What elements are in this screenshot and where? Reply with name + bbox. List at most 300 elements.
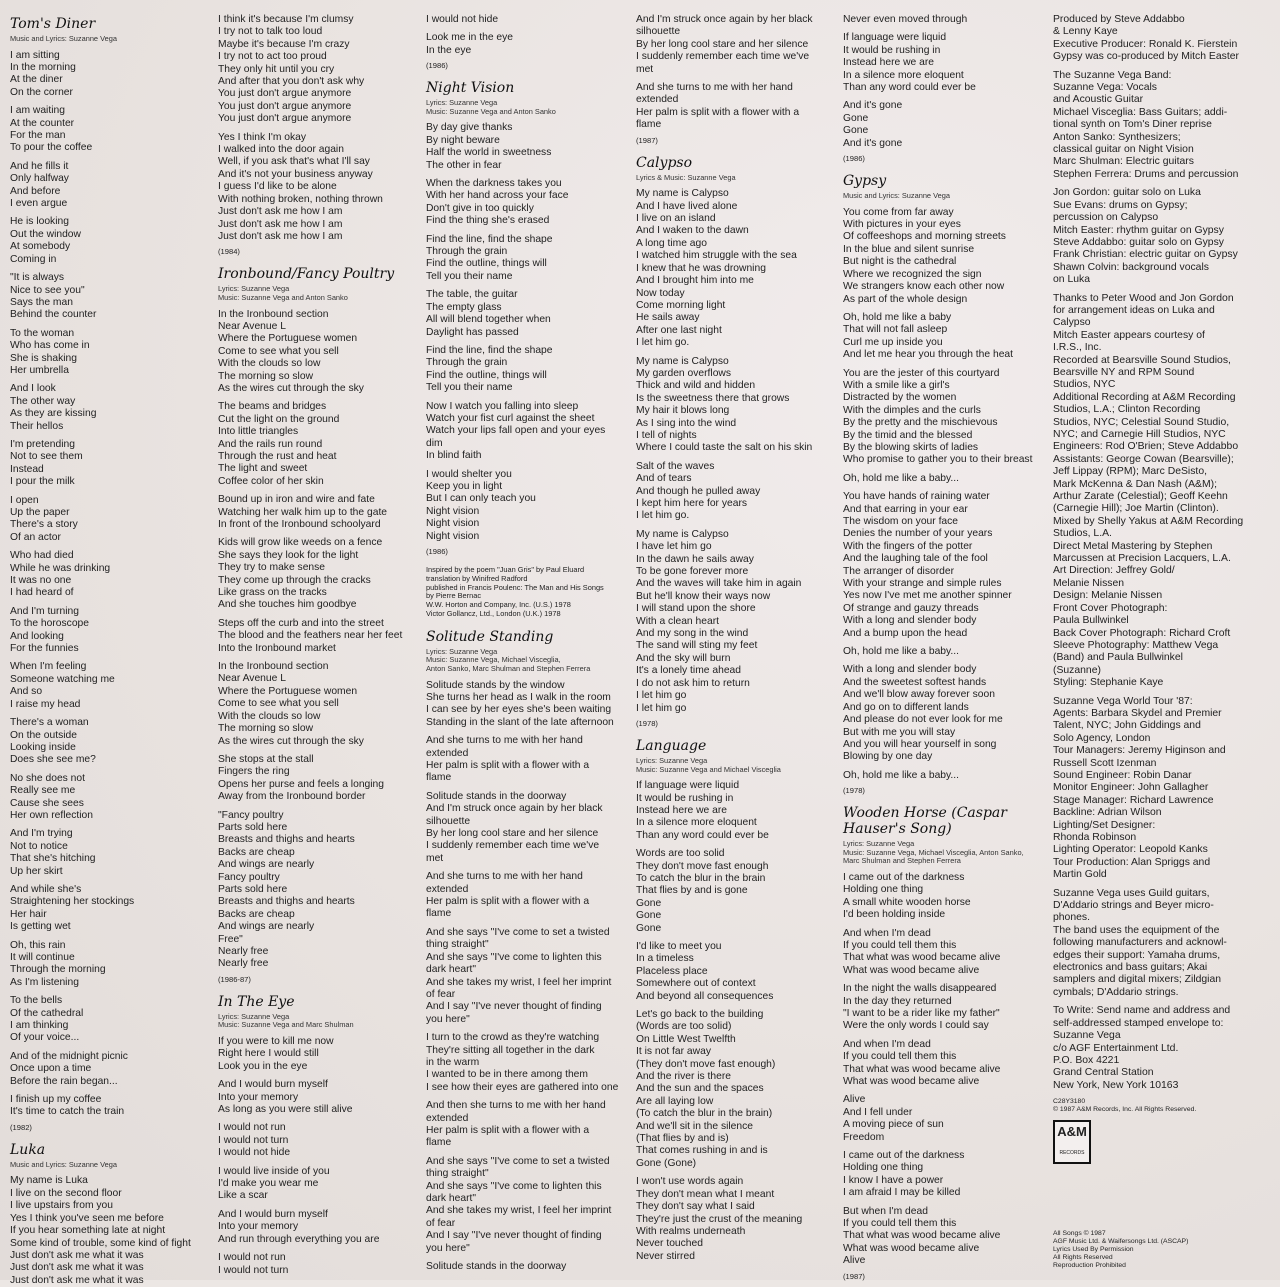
lyric-line: The arranger of disorder — [843, 565, 955, 577]
lyric-line: Night vision — [426, 505, 480, 517]
lyric-line: And the sweetest softest hands — [843, 676, 987, 688]
lyric-line: Parts sold here — [218, 821, 288, 833]
lyric-line: But when I'm dead — [843, 1205, 928, 1217]
lyric-line: There's a story — [10, 519, 78, 531]
logo-text: A&M — [1057, 1124, 1087, 1140]
lyric-line: And so — [10, 686, 43, 698]
lyric-line: At somebody — [10, 241, 71, 253]
lyric-stanza — [10, 328, 210, 378]
lyric-line: With a long and slender body — [843, 615, 977, 627]
lyric-line: And he fills it — [10, 160, 69, 172]
credit-line: Sound Engineer: Robin Danar — [1053, 769, 1192, 781]
credit-line: Suzanne Vega: Vocals — [1053, 82, 1157, 94]
song-block — [218, 266, 423, 984]
lyric-line: As part of the whole design — [843, 293, 968, 305]
lyric-line: Holding one thing — [843, 884, 924, 896]
lyric-line: For the man — [10, 130, 66, 142]
lyric-line: Through the grain — [426, 357, 508, 369]
lyric-line: If language were liquid — [843, 32, 947, 44]
lyric-stanza — [843, 983, 1053, 1033]
lyric-line: Away from the Ironbound border — [218, 791, 366, 803]
lyric-line: And I fell under — [843, 1106, 913, 1118]
lyric-line: And I'm struck once again by her black — [426, 803, 603, 815]
credit-line: Lyrics: Suzanne Vega — [218, 284, 290, 294]
lyric-stanza — [636, 461, 844, 523]
lyric-line: They come up through the cracks — [218, 574, 371, 586]
lyric-stanza — [636, 848, 844, 935]
lyric-line: extended — [426, 747, 469, 759]
lyric-stanza — [218, 494, 423, 531]
lyric-line: A moving piece of sun — [843, 1119, 944, 1131]
lyric-stanza — [218, 309, 423, 396]
lyric-line: Out the window — [10, 228, 81, 240]
lyric-line: Backs are cheap — [218, 908, 295, 920]
song-block — [843, 173, 1053, 795]
lyric-line: I let him go. — [636, 510, 690, 522]
lyric-line: I raise my head — [10, 698, 81, 710]
lyric-stanza — [843, 368, 1053, 467]
lyric-stanza — [843, 928, 1053, 978]
lyric-line: I'd make you wear me — [218, 1178, 319, 1190]
credit-line: Music and Lyrics: Suzanne Vega — [10, 1159, 117, 1169]
lyric-line: Breasts and thighs and hearts — [218, 896, 355, 908]
lyric-line: Oh, hold me like a baby... — [843, 769, 959, 781]
lyric-line: you here" — [426, 1242, 470, 1254]
note-line: Victor Gollancz, Ltd., London (U.K.) 1978 — [426, 608, 561, 618]
lyric-line: In the eye — [426, 44, 472, 56]
lyric-line: It would be rushing in — [636, 792, 734, 804]
lyric-stanza — [426, 345, 632, 395]
lyric-line: Alive — [843, 1094, 866, 1106]
lyric-line: And the rails run round — [218, 438, 323, 450]
lyric-line: extended — [426, 1112, 469, 1124]
credit-line: Jon Gordon: guitar solo on Luka — [1053, 187, 1201, 199]
lyric-stanza — [636, 941, 844, 1003]
credit-line: Design: Melanie Nissen — [1053, 590, 1163, 602]
logo-subtext: RECORDS — [1059, 1149, 1085, 1156]
lyric-line: I would not run — [218, 1252, 286, 1264]
note-line: translation by Winifred Radford — [426, 573, 528, 583]
credit-line: Styling: Stephanie Kaye — [1053, 677, 1164, 689]
lyric-line: Of coffeeshops and morning streets — [843, 231, 1006, 243]
lyric-line: Instead — [10, 463, 44, 475]
lyric-line: Of the cathedral — [10, 1007, 84, 1019]
lyric-line: And run through everything you are — [218, 1233, 380, 1245]
song-year: (1986) — [426, 547, 448, 556]
lyric-line: Half the world in sweetness — [426, 147, 552, 159]
lyric-line: Than any word could ever be — [636, 829, 769, 841]
lyric-line: Through the grain — [426, 246, 508, 258]
lyric-stanza — [843, 1150, 1053, 1200]
lyric-line: Thick and wild and hidden — [636, 380, 756, 392]
lyric-line: Who had died — [10, 550, 74, 562]
credits-paragraph — [1053, 70, 1275, 182]
lyric-line: Oh, hold me like a baby... — [843, 646, 959, 658]
lyric-line: And the sun and the spaces — [636, 1083, 764, 1095]
lyric-line: You have hands of raining water — [843, 491, 990, 503]
lyric-line: Were the only words I could say — [843, 1020, 989, 1032]
lyric-stanza — [843, 207, 1053, 306]
lyric-line: Where we recognized the sign — [843, 268, 982, 280]
lyric-stanza — [843, 491, 1053, 640]
lyric-line: Through the morning — [10, 964, 106, 976]
lyric-line: And go on to different lands — [843, 701, 969, 713]
credit-line: percussion on Calypso — [1053, 212, 1159, 224]
lyric-line: With realms underneath — [636, 1225, 746, 1237]
lyric-line: In the Ironbound section — [218, 661, 329, 673]
lyric-stanza — [426, 234, 632, 284]
lyric-line: They're just the crust of the meaning — [636, 1213, 803, 1225]
credit-line: (Suzanne) — [1053, 664, 1101, 676]
lyric-line: Someone watching me — [10, 673, 115, 685]
lyric-line: Into little triangles — [218, 426, 299, 438]
lyric-line: For the funnies — [10, 643, 79, 655]
lyric-line: Than any word could ever be — [843, 82, 976, 94]
lyric-line: Cut the light on the ground — [218, 413, 340, 425]
lyric-line: I let him go — [636, 702, 687, 714]
lyric-stanza — [636, 529, 844, 715]
song-block — [843, 14, 1053, 163]
credit-line: Studios, NYC — [1053, 379, 1116, 391]
lyric-line: I watched him struggle with the sea — [636, 250, 797, 262]
lyric-line: After one last night — [636, 324, 722, 336]
lyric-line: I am afraid I may be killed — [843, 1187, 961, 1199]
lyric-line: Into your memory — [218, 1221, 299, 1233]
lyric-line: I kept him here for years — [636, 498, 748, 509]
lyric-line: I have let him go — [636, 541, 712, 553]
credits-paragraphs — [1053, 14, 1275, 1092]
lyric-line: My name is Luka — [10, 1175, 88, 1187]
lyric-line: My name is Calypso — [636, 355, 729, 367]
source-note — [426, 566, 632, 619]
songwriting-credit — [843, 192, 1053, 201]
credit-line: Art Direction: Jeffrey Gold/ — [1053, 565, 1175, 577]
credit-line: Front Cover Photograph: — [1053, 602, 1168, 614]
songwriting-credit — [218, 1013, 423, 1030]
lyric-stanza — [843, 312, 1053, 362]
lyric-line: Where the Portuguese women — [218, 333, 358, 345]
lyric-stanza — [10, 105, 210, 155]
lyric-stanza — [426, 735, 632, 785]
lyric-line: My name is Calypso — [636, 188, 729, 200]
credits-paragraph — [1053, 696, 1275, 882]
lyric-stanza — [426, 871, 632, 921]
lyric-line: Just don't ask me how I am — [218, 230, 343, 242]
lyric-line: Placeless place — [636, 965, 708, 977]
lyric-line: While he was drinking — [10, 562, 111, 574]
lyric-line: But he'll know their ways now — [636, 590, 771, 602]
lyric-stanza — [636, 780, 844, 842]
lyric-line: Not to see them — [10, 451, 83, 463]
lyric-stanza — [843, 14, 1053, 26]
lyric-line: Up her skirt — [10, 865, 63, 877]
lyric-line: I won't use words again — [636, 1176, 744, 1188]
song-year: (1978) — [636, 718, 658, 728]
lyric-line: Fingers the ring — [218, 766, 290, 778]
song-title: Luka — [10, 1141, 46, 1158]
lyric-line: If you could tell them this — [843, 939, 957, 951]
lyric-line: I would shelter you — [426, 468, 512, 480]
lyric-line: And I would burn myself — [218, 1208, 328, 1220]
lyric-line: Their hellos — [10, 420, 64, 432]
lyric-line: "Fancy poultry — [218, 809, 284, 821]
lyric-stanza — [218, 618, 423, 655]
lyric-line: I live on the second floor — [10, 1187, 122, 1199]
lyric-stanza — [10, 216, 210, 266]
lyrics-column-2 — [218, 14, 423, 1276]
lyric-line: With a smile like a girl's — [843, 379, 950, 391]
lyric-line: But night is the cathedral — [843, 256, 957, 268]
lyric-line: Nearly free — [218, 958, 269, 970]
lyric-line: Salt of the waves — [636, 460, 715, 472]
lyrics-column-4 — [636, 14, 844, 1276]
credit-line: Lyrics: Suzanne Vega — [218, 1011, 290, 1021]
lyric-line: dim — [426, 437, 443, 449]
lyric-stanza — [843, 646, 1053, 658]
lyric-line: The empty glass — [426, 301, 502, 313]
credit-line: following manufacturers and acknowl- — [1053, 937, 1227, 949]
lyric-line: My garden overflows — [636, 367, 731, 379]
lyric-stanza — [10, 606, 210, 656]
lyric-stanza — [426, 178, 632, 228]
lyric-line: If you hear something late at night — [10, 1225, 166, 1237]
lyric-stanza — [10, 495, 210, 545]
credit-line: Studios, L.A. — [1053, 528, 1112, 540]
lyric-line: That what was wood became alive — [843, 1063, 1001, 1075]
lyric-line: The morning so slow — [218, 370, 313, 382]
credit-line: & Lenny Kaye — [1053, 26, 1118, 38]
lyric-line: To be gone forever more — [636, 566, 749, 578]
lyric-stanza — [843, 872, 1053, 922]
lyric-line: Her palm is split with a flower with a — [426, 760, 590, 771]
lyric-line: To the woman — [10, 327, 75, 339]
credit-line: cymbals; D'Addario strings. — [1053, 986, 1179, 998]
lyric-line: And we'll blow away forever soon — [843, 689, 995, 701]
lyric-line: And a bump upon the head — [843, 627, 968, 639]
lyric-line: With pictures in your eyes — [843, 219, 961, 231]
credit-line: Rhonda Robinson — [1053, 832, 1137, 843]
lyric-line: If you were to kill me now — [218, 1036, 334, 1047]
credits-paragraph — [1053, 293, 1275, 690]
lyric-stanza — [636, 82, 844, 132]
lyric-line: Tell you their name — [426, 270, 513, 282]
lyric-stanza — [218, 1252, 423, 1277]
lyric-stanza — [843, 664, 1053, 763]
credit-line: Mixed by Shelly Yakus at A&M Recording — [1053, 515, 1244, 527]
lyric-line: What was wood became alive — [843, 1242, 980, 1254]
lyric-line: A long time ago — [636, 237, 707, 249]
lyric-line: I would live inside of you — [218, 1165, 330, 1177]
lyric-line: By the timid and the blessed — [843, 429, 973, 441]
credit-line: Lyrics: Suzanne Vega — [636, 755, 708, 765]
lyric-line: With a long and slender body — [843, 664, 977, 676]
credit-line: Executive Producer: Ronald K. Fierstein — [1053, 38, 1238, 50]
lyrics-column-5 — [843, 14, 1053, 1281]
lyric-line: And it's gone — [843, 137, 903, 149]
lyric-line: Tell you their name — [426, 382, 513, 394]
lyric-line: I let him go. — [636, 337, 690, 349]
lyric-line: I do not ask him to return — [636, 677, 750, 689]
lyric-line: And she says "I've come to set a twisted — [426, 926, 610, 938]
lyric-line: And the laughing tale of the fool — [843, 553, 988, 565]
lyric-line: In the Ironbound section — [218, 308, 329, 320]
lyric-line: flame — [426, 908, 452, 920]
song-title: Solitude Standing — [426, 628, 554, 645]
lyric-line: They only hit until you cry — [218, 63, 335, 75]
lyric-line: Steps off the curb and into the street — [218, 617, 384, 629]
lyric-line: By her long cool stare and her silence — [426, 828, 599, 840]
lyric-line: flame — [636, 119, 662, 131]
rights-line: Reproduction Prohibited — [1053, 1262, 1126, 1270]
lyric-line: Who promise to gather you to their breast — [843, 454, 1033, 466]
lyric-line: They don't say what I said — [636, 1201, 755, 1213]
lyric-line: I try not to talk too loud — [218, 26, 323, 38]
credit-line: phones. — [1053, 912, 1090, 924]
lyric-line: I turn to the crowd as they're watching — [426, 1032, 600, 1044]
lyric-line: And the waves will take him in again — [636, 578, 802, 590]
lyric-line: And she says "I've come to set a twisted — [426, 1155, 610, 1167]
lyric-line: Her own reflection — [10, 809, 93, 821]
lyric-line: And she takes my wrist, I feel her imprint — [426, 976, 612, 988]
lyric-line: Before the rain began... — [10, 1075, 118, 1087]
lyric-line: Breasts and thighs and hearts — [218, 834, 355, 846]
credit-line: tional synth on Tom's Diner reprise — [1053, 119, 1212, 131]
credit-line: Engineers: Rod O'Brien; Steve Addabbo — [1053, 441, 1239, 453]
lyric-line: dark heart" — [426, 1193, 477, 1204]
lyric-line: Solitude stands in the doorway — [426, 790, 567, 802]
lyric-line: And wings are nearly — [218, 859, 315, 871]
lyric-line: I'd like to meet you — [636, 940, 722, 952]
lyric-line: Parts sold here — [218, 883, 288, 895]
lyric-line: I let him go — [636, 690, 687, 702]
lyric-line: I suddenly remember each time we've — [636, 51, 810, 63]
lyric-stanza — [10, 940, 210, 990]
credits-paragraph — [1053, 888, 1275, 1000]
lyric-line: thing straight" — [426, 1168, 489, 1180]
credit-line: Paula Bullwinkel — [1053, 615, 1129, 627]
credit-line: Tour Managers: Jeremy Higinson and — [1053, 745, 1226, 757]
lyric-line: It would be rushing in — [843, 44, 941, 56]
lyric-line: Find the outline, things will — [426, 258, 547, 270]
lyric-line: No she does not — [10, 772, 85, 784]
lyric-line: Yes now I've met me another spinner — [843, 590, 1012, 602]
lyric-line: Find the line, find the shape — [426, 344, 553, 356]
lyric-line: I open — [10, 494, 39, 506]
credit-line: Music: Suzanne Vega and Anton Sanko — [218, 292, 348, 302]
lyric-line: Backs are cheap — [218, 846, 295, 858]
lyric-line: Straightening her stockings — [10, 896, 135, 908]
credit-line: (Carnegie Hill); Joe Martin (Clinton). — [1053, 503, 1219, 515]
lyric-line: She is shaking — [10, 352, 77, 364]
lyric-line: met — [636, 63, 654, 75]
lyric-line: As I sing into the wind — [636, 417, 737, 429]
credit-line: Melanie Nissen — [1053, 577, 1125, 589]
lyric-line: As I'm listening — [10, 976, 79, 988]
lyric-line: Watch your fist curl against the sheet — [426, 412, 595, 424]
lyric-stanza — [636, 14, 844, 76]
song-year: (1986-87) — [218, 974, 251, 984]
credit-line: self-addressed stamped envelope to: — [1053, 1017, 1224, 1029]
lyric-line: And the sky will burn — [636, 652, 731, 664]
lyric-line: Some kind of trouble, some kind of fight — [10, 1237, 191, 1249]
lyric-line: Gone — [843, 112, 869, 124]
lyric-line: Watch your lips fall open and your eyes — [426, 425, 606, 437]
lyric-line: Never even moved through — [843, 14, 968, 25]
song-title: Wooden Horse (Caspar Hauser's Song) — [843, 805, 1007, 838]
lyric-line: Looking inside — [10, 741, 76, 753]
lyric-line: As the wires cut through the sky — [218, 382, 364, 394]
lyric-line: In the blue and silent sunrise — [843, 243, 975, 255]
song-block — [218, 994, 423, 1277]
lyric-line: dark heart" — [426, 964, 477, 976]
lyric-line: met — [426, 852, 444, 864]
lyric-line: The blood and the feathers near her feet — [218, 630, 403, 642]
song-block — [10, 16, 210, 1132]
lyric-stanza — [218, 1036, 423, 1073]
lyric-line: Right here I would still — [218, 1048, 319, 1060]
credit-line: Mark McKenna & Dan Nash (A&M); — [1053, 478, 1217, 490]
lyric-stanza — [10, 884, 210, 934]
lyric-line: He is looking — [10, 216, 69, 228]
lyric-line: Behind the counter — [10, 309, 97, 321]
lyric-line: Near Avenue L — [218, 673, 286, 685]
credit-line: Thanks to Peter Wood and Jon Gordon — [1053, 292, 1234, 304]
lyric-stanza — [426, 927, 632, 1026]
credit-line: Direct Metal Mastering by Stephen — [1053, 540, 1213, 552]
lyric-line: I would not turn — [218, 1134, 289, 1146]
lyric-line: And I say "I've never thought of finding — [426, 1001, 602, 1013]
song-year: (1982) — [10, 1122, 32, 1132]
lyric-line: I suddenly remember each time we've — [426, 840, 600, 852]
lyric-line: Are all laying low — [636, 1095, 714, 1107]
lyric-stanza — [10, 550, 210, 600]
lyric-line: Never touched — [636, 1238, 703, 1250]
credit-line: Shawn Colvin: background vocals — [1053, 261, 1209, 273]
lyric-stanza — [218, 401, 423, 488]
lyric-line: And that earring in your ear — [843, 503, 968, 515]
lyric-line: And it's gone — [843, 100, 903, 112]
lyric-line: I live upstairs from you — [10, 1200, 114, 1212]
lyric-line: She turns her head as I walk in the room — [426, 691, 611, 703]
lyric-line: Oh, hold me like a baby — [843, 311, 952, 323]
credit-line: Music and Lyrics: Suzanne Vega — [10, 34, 117, 43]
song-block — [426, 14, 632, 70]
lyric-line: They try to make sense — [218, 562, 326, 574]
lyric-line: The other way — [10, 395, 76, 407]
lyric-line: Come to see what you sell — [218, 345, 339, 357]
lyric-line: But with me you will stay — [843, 726, 956, 738]
lyric-stanza — [10, 272, 210, 322]
lyric-line: By the blowing skirts of ladies — [843, 441, 979, 453]
lyric-line: In a silence more eloquent — [636, 817, 757, 829]
lyric-line: Is getting wet — [10, 921, 71, 933]
lyric-line: I know I have a power — [843, 1174, 944, 1186]
lyric-line: Through the rust and heat — [218, 450, 337, 462]
lyric-line: That what was wood became alive — [843, 952, 1001, 964]
lyric-stanza — [218, 1209, 423, 1246]
lyric-line: And when I'm dead — [843, 927, 931, 939]
credit-line: Music: Suzanne Vega and Anton Sanko — [426, 106, 556, 116]
rights-footer — [1053, 1230, 1275, 1270]
lyric-line: thing straight" — [426, 939, 489, 951]
lyric-line: Night vision — [426, 530, 480, 542]
song-year: (1986) — [426, 61, 448, 71]
credit-line: Lighting Operator: Leopold Kanks — [1053, 844, 1208, 856]
lyric-line: Free" — [218, 933, 243, 945]
credit-line: Marcussen at Precision Lacquers, L.A. — [1053, 553, 1231, 565]
credit-line: Mitch Easter appears courtesy of — [1053, 329, 1205, 341]
lyric-stanza — [426, 14, 632, 26]
